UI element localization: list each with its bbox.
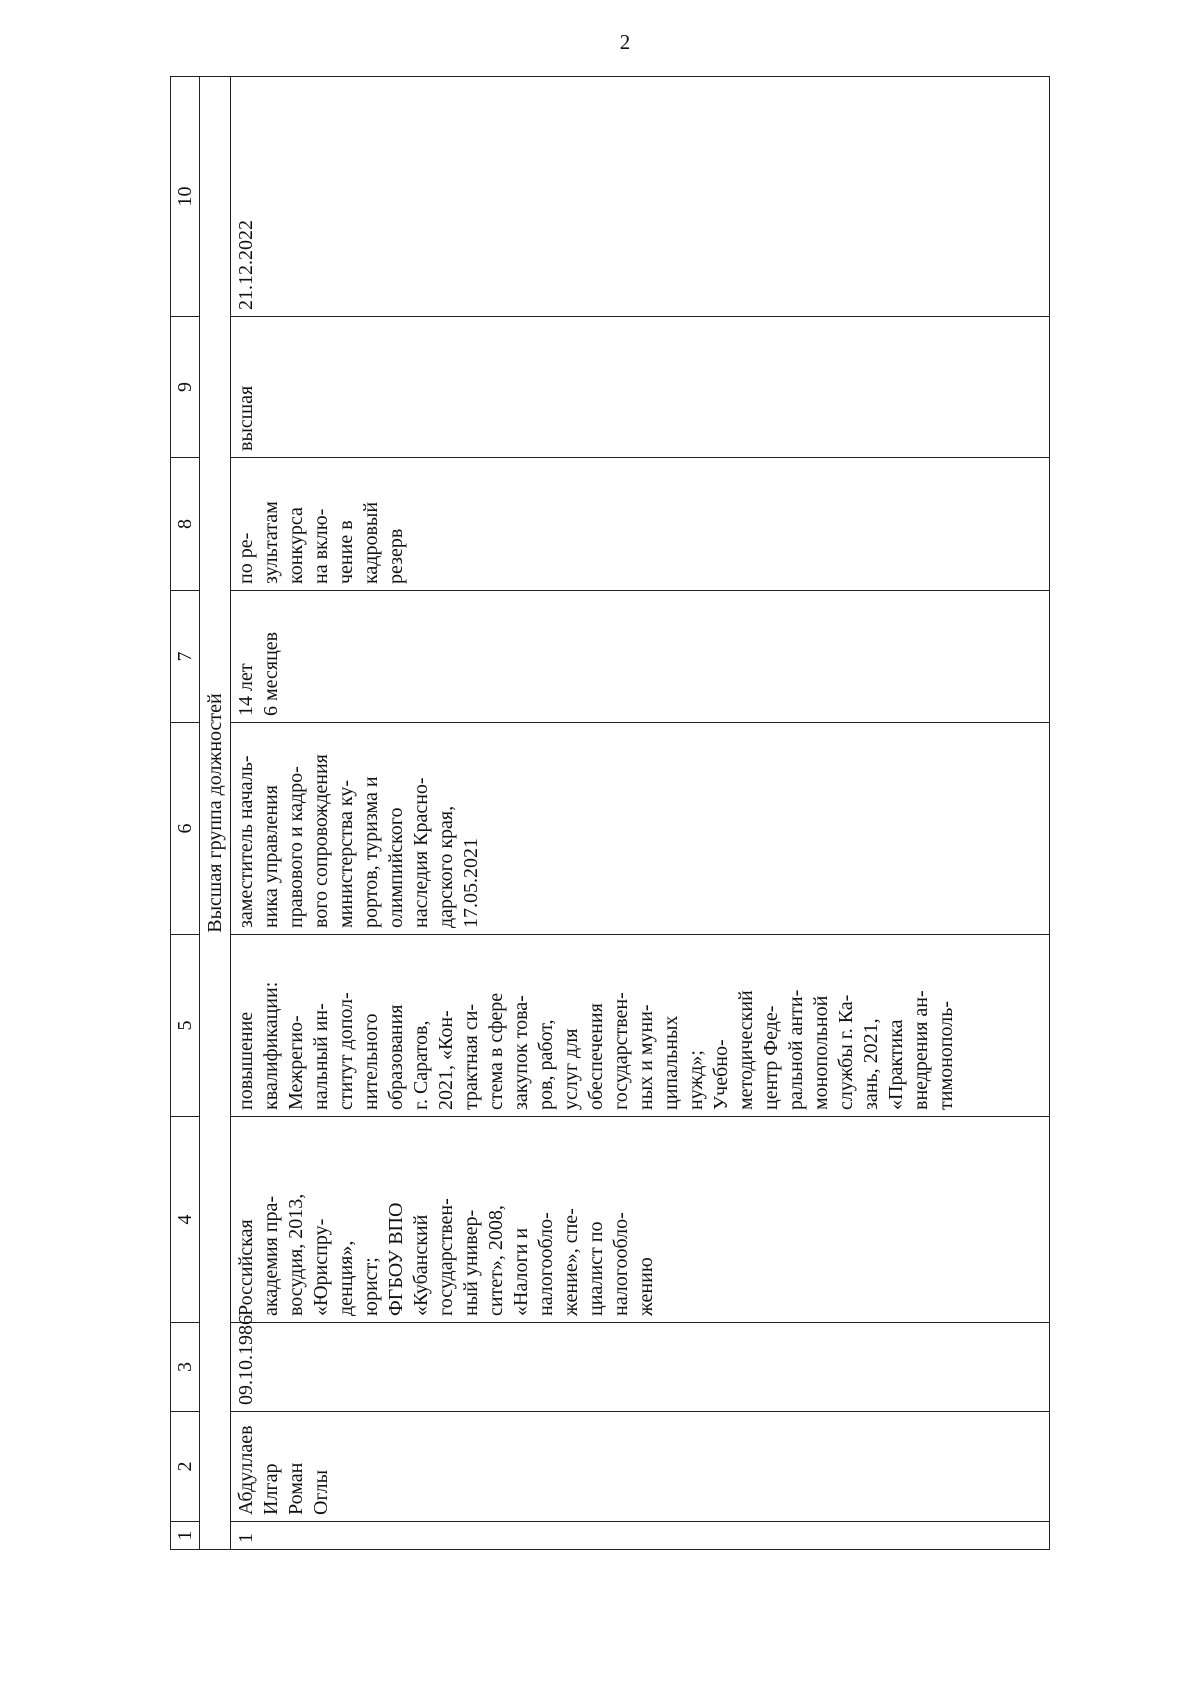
personnel-reserve-table bbox=[170, 76, 1050, 1550]
education-cell: Российская академия пра- восудия, 2013, «Юриспру- денция», юрист; ФГБОУ ВПО «Кубанский государствен- ный универ- ситет», 2008, «Налоги и налогообло- жение», спе- циалист по налогообло- жению bbox=[231, 1117, 1050, 1323]
full-name-cell: Абдуллаев Илгар Роман Оглы bbox=[231, 1412, 1050, 1522]
row-number-cell: 1 bbox=[231, 1522, 1050, 1550]
column-number: 9 bbox=[171, 317, 200, 458]
rotated-table-container bbox=[170, 77, 1050, 1550]
column-number: 5 bbox=[171, 935, 200, 1117]
column-number: 3 bbox=[171, 1323, 200, 1412]
table-row bbox=[231, 77, 1050, 1550]
experience-cell: 14 лет 6 месяцев bbox=[231, 591, 1050, 723]
rotated-table-frame bbox=[170, 77, 1050, 1550]
column-number-row bbox=[171, 77, 200, 1550]
column-number: 2 bbox=[171, 1412, 200, 1522]
birth-date-cell: 09.10.1986 bbox=[231, 1323, 1050, 1412]
group-header-row bbox=[200, 77, 231, 1550]
qualification-cell: повышение квалификации: Межрегио- нальный ин- ститут допол- нительного образования г. Саратов, 2021, «Кон- трактная си- стема в сфере закупок това- ров, работ, услуг для обеспечения государствен- ных и муни- ципальных нужд»; Учебно- методический центр Феде- ральной анти- монопольной службы г. Ка- зань, 2021, «Практика внедрения ан- тимонополь- bbox=[231, 935, 1050, 1117]
page-number: 2 bbox=[619, 30, 631, 54]
group-title: Высшая группа должностей bbox=[200, 77, 231, 1550]
column-number: 1 bbox=[171, 1522, 200, 1550]
column-number: 6 bbox=[171, 723, 200, 935]
column-number: 8 bbox=[171, 458, 200, 591]
position-cell: заместитель началь- ника управления правового и кадро- вого сопровождения министерства ку- рортов, туризма и олимпийского наследия Красно- дарского края, 17.05.2021 bbox=[231, 723, 1050, 935]
column-number: 4 bbox=[171, 1117, 200, 1323]
decision-date-cell: 21.12.2022 bbox=[231, 77, 1050, 317]
basis-cell: по ре- зультатам конкурса на вклю- чение в кадровый резерв bbox=[231, 458, 1050, 591]
column-number: 10 bbox=[171, 77, 200, 317]
column-number: 7 bbox=[171, 591, 200, 723]
position-group-cell: высшая bbox=[231, 317, 1050, 458]
